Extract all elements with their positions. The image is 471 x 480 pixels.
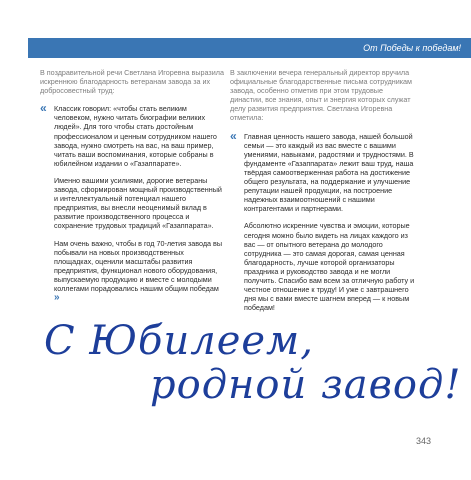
right-quote-paragraph-2: Абсолютно искренние чувства и эмоции, которые сегодня можно было видеть на лицах каждого из вас — от опытного ветерана до молодого сотрудника — это самая дорогая, самая ценная благодарность, лучше которой организаторы праздника и руководство завода и не могли получить. Спасибо вам всем за отличную работу и честное отношение к труду! И уже с завтрашнего дня мы с вами вместе шагнем вперед — к новым победам! [244,221,415,313]
right-column [230,68,415,320]
left-quote-paragraph-1: Классик говорил: «чтобы стать великим человеком, нужно читать биографии великих людей». Для того чтобы стать достойным профессионалом и ценным сотрудником нашего завода, нужно смотреть на вас, на ваш пример, читать ваши воспоминания, которые собраны в юбилейном издании о «Газаппарате». [54,104,217,168]
section-header-bar [28,38,471,58]
left-quote-paragraph-2: Именно вашими усилиями, дорогие ветераны завода, сформирован мощный производственный и интеллектуальный потенциал нашего предприятия, вы внесли неоценимый вклад в развитие производственного процесса и сохранение трудовых традиций «Газаппарата». [54,175,222,231]
right-intro-text: В заключении вечера генеральный директор вручила официальные благодарственные письма сотрудникам завода, особенно отметив при этом трудовые династии, все знания, опыт и энергия которых служат делу развития предприятия. Светлана Игоревна отметила: [230,68,412,123]
left-quote-paragraph-3-text: Нам очень важно, чтобы в год 70-летия завода вы побывали на новых производственных площадках, оценили масштабы развития предприятия, функционал нового оборудования, выпускаемую продукцию и вместе с молодыми коллегами порадовались нашим общим победам [54,238,223,293]
left-column [40,68,225,310]
right-quote-block [230,128,415,313]
section-header-title: От Победы к победам! [363,43,461,53]
page-number: 343 [415,436,431,446]
quote-close-mark: » [54,292,60,304]
quote-open-mark: « [40,101,47,116]
quote-open-mark: « [230,128,237,143]
slogan-line-2: родной завод! [150,362,462,408]
right-quote-paragraph-1: Главная ценность нашего завода, нашей большой семьи — это каждый из вас вместе с вашими умениями, навыками, радостями и трудностями. В фундаменте «Газаппарата» лежит ваш труд, наша твёрдая самоотверженная работа на достижение общего результата, на поддержание и улучшение репутации нашей продукции, на построение надежных взаимоотношений с нашими контрагентами и партнерами. [244,131,414,214]
left-quote-block [40,101,225,304]
left-quote-paragraph-3 [54,239,225,303]
left-intro-text: В поздравительной речи Светлана Игоревна выразила искреннюю благодарность ветеранам завода за их добросовестный труд: [40,68,224,96]
slogan-line-1: С Юбилеем, [44,318,314,364]
